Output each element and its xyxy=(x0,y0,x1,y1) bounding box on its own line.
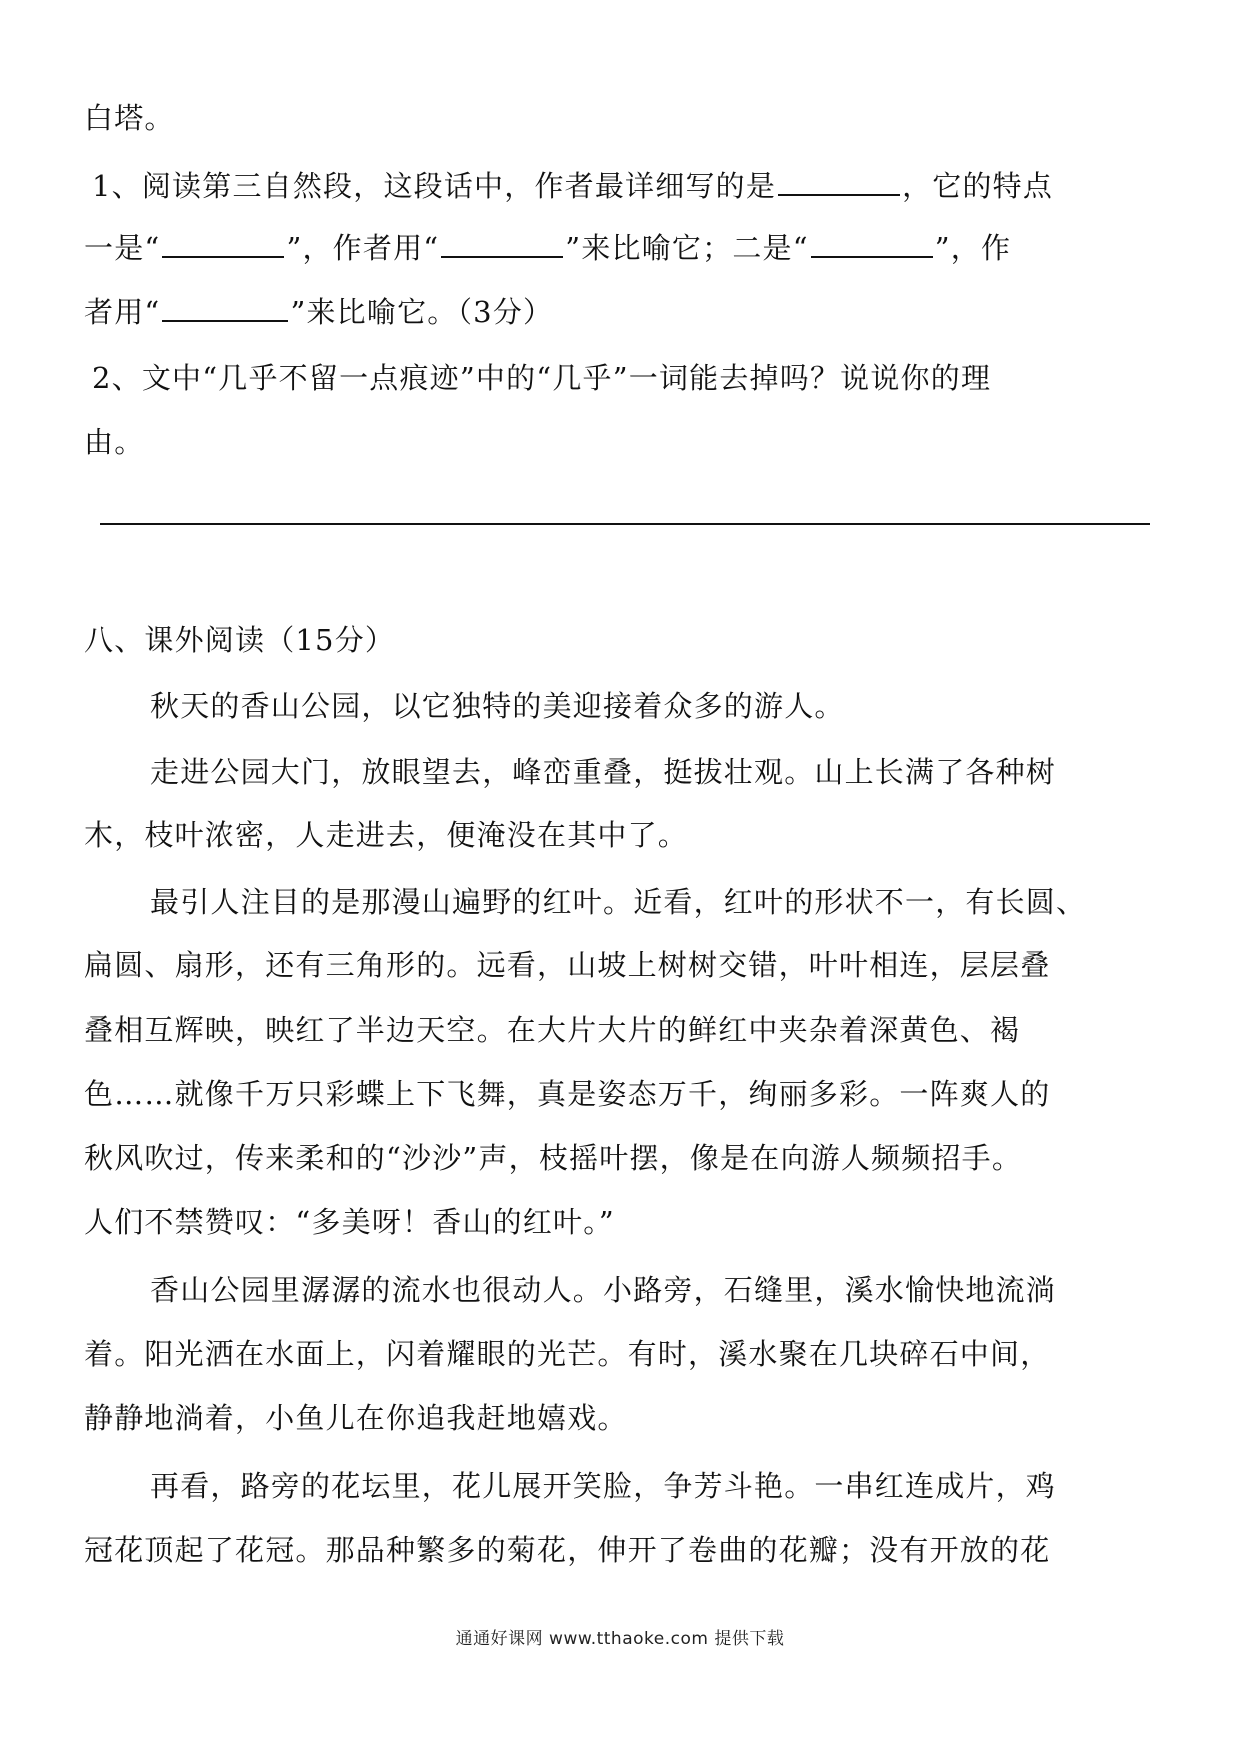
section-8-heading: 八、课外阅读（15分） xyxy=(84,623,396,657)
question-1-line-3 xyxy=(84,292,1164,332)
question-1-text: ”来比喻它；二是“ xyxy=(565,231,809,265)
passage-tail: 白塔。 xyxy=(84,101,175,135)
question-2-line-1: 2、文中“几乎不留一点痕迹”中的“几乎”一词能去掉吗？说说你的理 xyxy=(92,361,992,395)
reading-paragraph-line: 再看，路旁的花坛里，花儿展开笑脸，争芳斗艳。一串红连成片，鸡 xyxy=(150,1469,1057,1503)
question-1-text: ”来比喻它。（3分） xyxy=(290,295,554,329)
question-1-line-1 xyxy=(92,166,1172,206)
question-1-text: ”，作者用“ xyxy=(286,231,440,265)
reading-paragraph-line: 色……就像千万只彩蝶上下飞舞，真是姿态万千，绚丽多彩。一阵爽人的 xyxy=(84,1077,1051,1111)
reading-paragraph-line: 叠相互辉映，映红了半边天空。在大片大片的鲜红中夹杂着深黄色、褐 xyxy=(84,1013,1021,1047)
reading-paragraph-line: 冠花顶起了花冠。那品种繁多的菊花，伸开了卷曲的花瓣；没有开放的花 xyxy=(84,1533,1051,1567)
question-1-text: 者用“ xyxy=(84,295,161,329)
answer-blank[interactable] xyxy=(778,168,900,196)
answer-blank[interactable] xyxy=(441,230,563,258)
reading-paragraph-line: 秋天的香山公园，以它独特的美迎接着众多的游人。 xyxy=(150,689,845,723)
reading-paragraph-line: 扁圆、扇形，还有三角形的。远看，山坡上树树交错，叶叶相连，层层叠 xyxy=(84,948,1051,982)
reading-paragraph-line: 人们不禁赞叹：“多美呀！香山的红叶。” xyxy=(84,1205,615,1239)
answer-blank[interactable] xyxy=(162,294,288,322)
reading-paragraph-line: 木，枝叶浓密，人走进去，便淹没在其中了。 xyxy=(84,818,689,852)
footer-credit: 通通好课网 www.tthaoke.com 提供下载 xyxy=(455,1629,785,1649)
question-1-text: 一是“ xyxy=(84,231,161,265)
answer-blank[interactable] xyxy=(162,230,284,258)
reading-paragraph-line: 静静地淌着，小鱼儿在你追我赶地嬉戏。 xyxy=(84,1401,628,1435)
reading-paragraph-line: 秋风吹过，传来柔和的“沙沙”声，枝摇叶摆，像是在向游人频频招手。 xyxy=(84,1141,1023,1175)
reading-paragraph-line: 香山公园里潺潺的流水也很动人。小路旁，石缝里，溪水愉快地流淌 xyxy=(150,1273,1057,1307)
question-1-line-2 xyxy=(84,228,1164,268)
question-1-text: 1、阅读第三自然段，这段话中，作者最详细写的是 xyxy=(92,169,777,203)
answer-line[interactable] xyxy=(100,523,1150,525)
question-2-line-2: 由。 xyxy=(84,425,145,459)
reading-paragraph-line: 走进公园大门，放眼望去，峰峦重叠，挺拔壮观。山上长满了各种树 xyxy=(150,755,1057,789)
question-1-text: ”，作 xyxy=(934,231,1012,265)
answer-blank[interactable] xyxy=(811,230,933,258)
question-1-text-end: ，它的特点 xyxy=(902,169,1054,203)
reading-paragraph-line: 最引人注目的是那漫山遍野的红叶。近看，红叶的形状不一，有长圆、 xyxy=(150,885,1087,919)
reading-paragraph-line: 着。阳光洒在水面上，闪着耀眼的光芒。有时，溪水聚在几块碎石中间， xyxy=(84,1337,1051,1371)
